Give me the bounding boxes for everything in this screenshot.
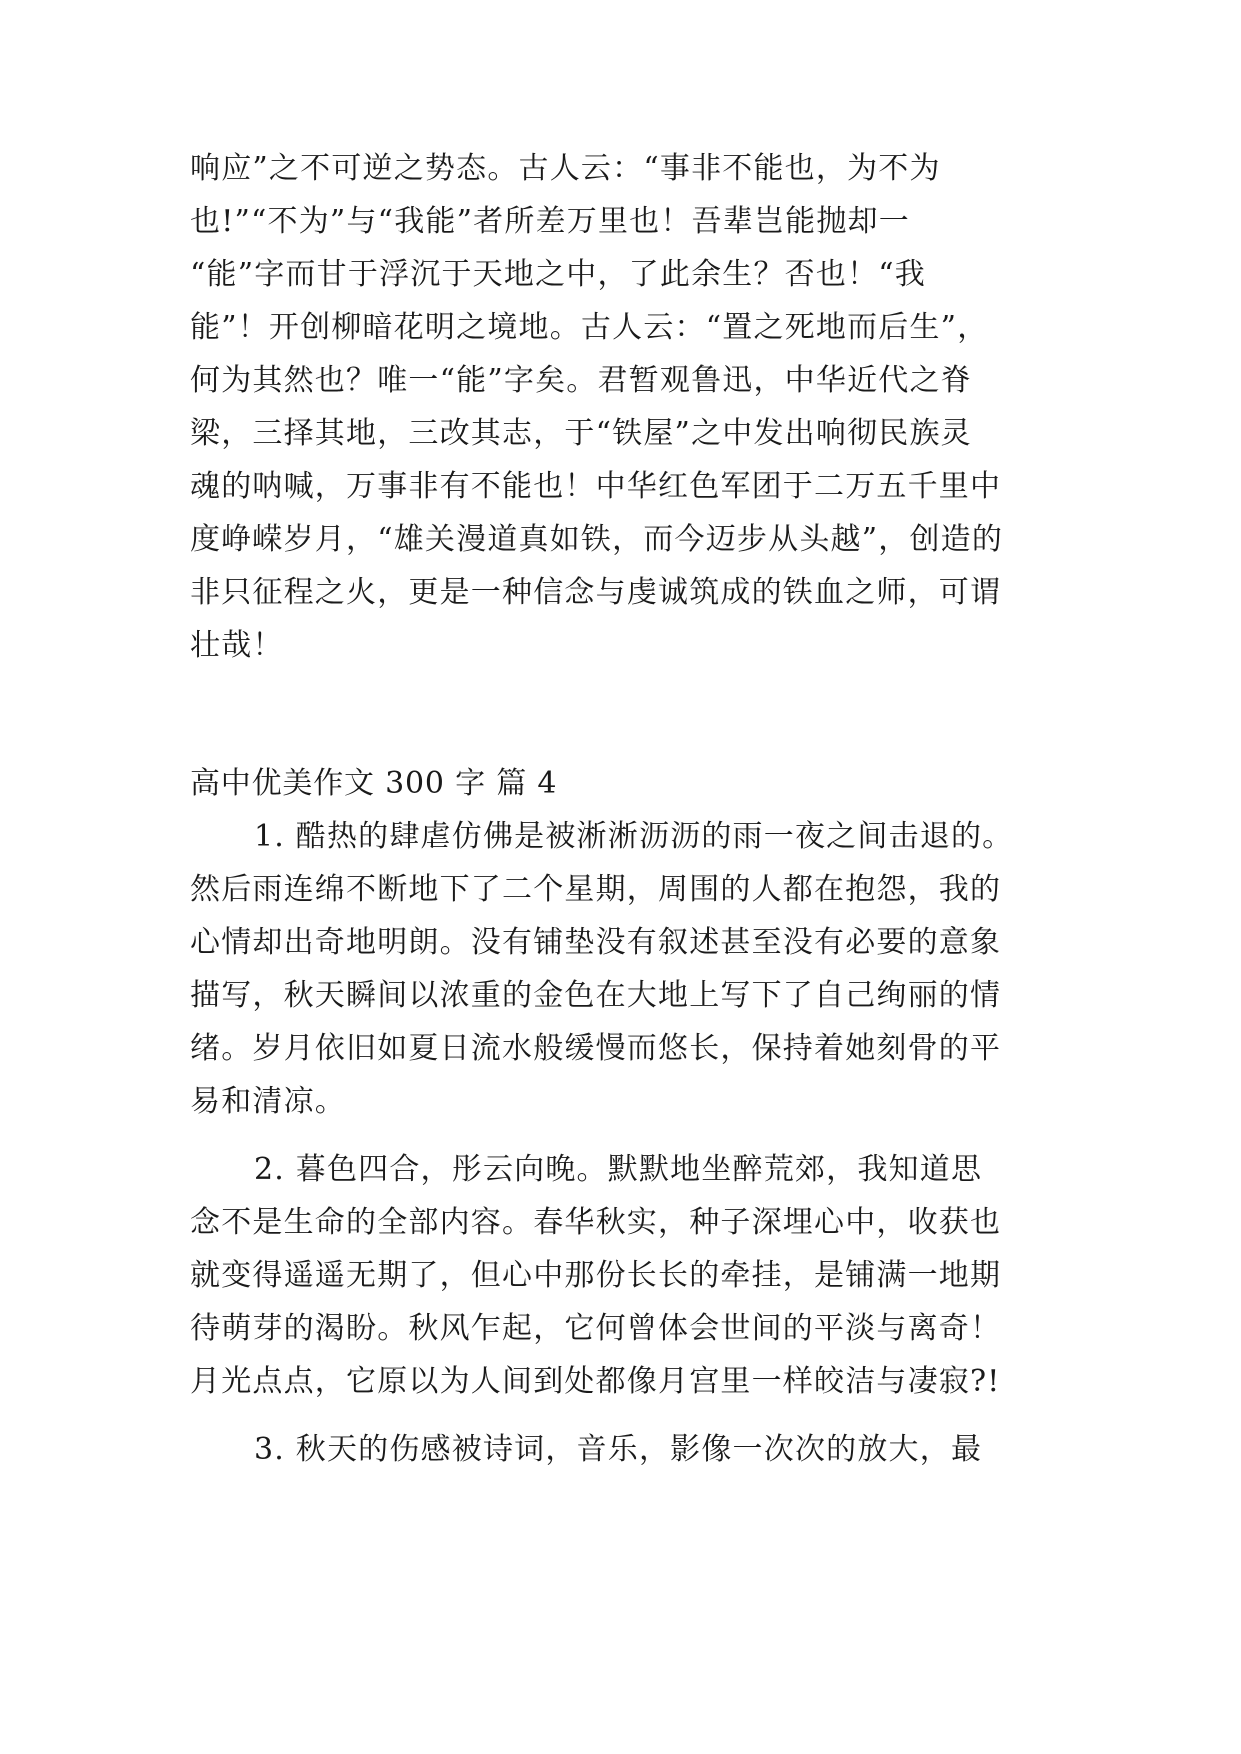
section-heading: 高中优美作文 300 字 篇 4 xyxy=(190,766,558,801)
paragraph-line: 梁，三择其地，三改其志，于“铁屋”之中发出响彻民族灵 xyxy=(190,416,972,451)
paragraph-line: 壮哉！ xyxy=(190,628,284,663)
paragraph-line: 然后雨连绵不断地下了二个星期，周围的人都在抱怨，我的 xyxy=(190,872,1002,907)
paragraph-line: 易和清凉。 xyxy=(190,1084,346,1119)
paragraph-line: 度峥嵘岁月，“雄关漫道真如铁，而今迈步从头越”，创造的 xyxy=(190,522,1004,557)
paragraph-line: 念不是生命的全部内容。春华秋实，种子深埋心中，收获也 xyxy=(190,1205,1002,1240)
list-item-3-line: 3. 秋天的伤感被诗词，音乐，影像一次次的放大，最 xyxy=(254,1432,983,1467)
paragraph-line: 响应”之不可逆之势态。古人云：“事非不能也，为不为 xyxy=(190,151,941,186)
paragraph-line: 就变得遥遥无期了，但心中那份长长的牵挂，是铺满一地期 xyxy=(190,1258,1002,1293)
paragraph-line: 何为其然也？唯一“能”字矣。君暂观鲁迅，中华近代之脊 xyxy=(190,363,972,398)
paragraph-line: 非只征程之火，更是一种信念与虔诚筑成的铁血之师，可谓 xyxy=(190,575,1002,610)
paragraph-line: 描写，秋天瞬间以浓重的金色在大地上写下了自己绚丽的情 xyxy=(190,978,1002,1013)
list-item-2-line: 2. 暮色四合，彤云向晚。默默地坐醉荒郊，我知道思 xyxy=(254,1152,983,1187)
paragraph-line: 心情却出奇地明朗。没有铺垫没有叙述甚至没有必要的意象 xyxy=(190,925,1002,960)
paragraph-line: “能”字而甘于浮沉于天地之中，了此余生？否也！“我 xyxy=(190,257,927,292)
paragraph-line: 月光点点，它原以为人间到处都像月宫里一样皎洁与凄寂?! xyxy=(190,1364,1001,1399)
paragraph-line: 能”！开创柳暗花明之境地。古人云：“置之死地而后生”， xyxy=(190,310,989,345)
paragraph-line: 也!”“不为”与“我能”者所差万里也！吾辈岂能抛却一 xyxy=(190,204,910,239)
paragraph-line: 魂的呐喊，万事非有不能也！中华红色军团于二万五千里中 xyxy=(190,469,1002,504)
paragraph-line: 绪。岁月依旧如夏日流水般缓慢而悠长，保持着她刻骨的平 xyxy=(190,1031,1002,1066)
list-item-1-line: 1. 酷热的肆虐仿佛是被淅淅沥沥的雨一夜之间击退的。 xyxy=(254,819,1014,854)
paragraph-line: 待萌芽的渴盼。秋风乍起，它何曾体会世间的平淡与离奇！ xyxy=(190,1311,1002,1346)
